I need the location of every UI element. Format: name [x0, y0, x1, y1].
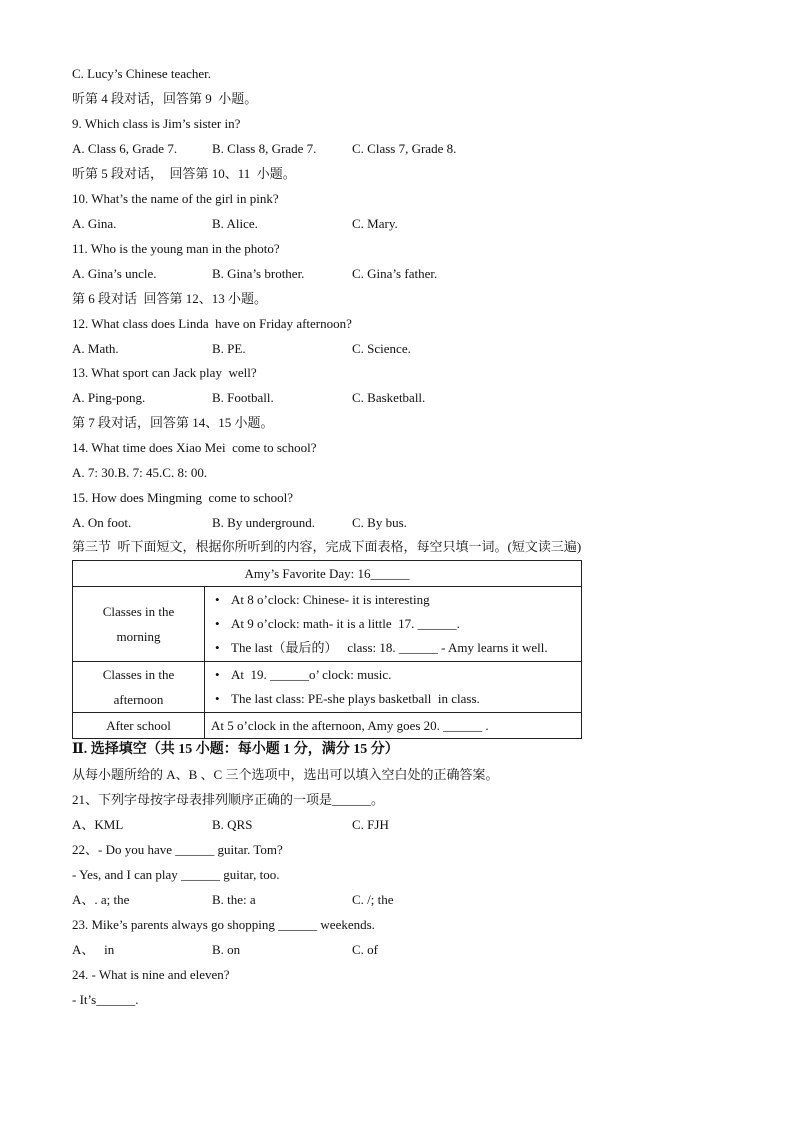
q14-options: A. 7: 30.B. 7: 45.C. 8: 00. — [72, 465, 208, 480]
afternoon-items — [205, 662, 582, 713]
q10-option-a: A. Gina. — [72, 216, 117, 231]
amy-favorite-day-table — [72, 560, 582, 739]
q11-option-a: A. Gina’s uncle. — [72, 266, 157, 281]
q21-option-b: B. QRS — [212, 817, 253, 832]
q9-option-c: C. Class 7, Grade 8. — [352, 141, 457, 156]
question-9: 9. Which class is Jim’s sister in? — [72, 116, 241, 131]
section-heading-5: 听第 5 段对话， 回答第 10、11 小题。 — [72, 166, 296, 181]
q15-option-b: B. By underground. — [212, 515, 316, 530]
question-13: 13. What sport can Jack play well? — [72, 365, 257, 380]
q11-option-b: B. Gina’s brother. — [212, 266, 305, 281]
q12-option-a: A. Math. — [72, 341, 119, 356]
section-heading-7: 第 7 段对话，回答第 14、15 小题。 — [72, 415, 274, 430]
q21-option-a: A、KML — [72, 817, 124, 832]
q12-option-b: B. PE. — [212, 341, 246, 356]
question-22-a: 22、- Do you have ______ guitar. Tom? — [72, 842, 283, 857]
q15-option-c: C. By bus. — [352, 515, 407, 530]
morning-label: Classes in the morning — [73, 587, 205, 662]
q13-option-c: C. Basketball. — [352, 390, 426, 405]
bullet-icon: • — [215, 616, 220, 631]
q10-option-b: B. Alice. — [212, 216, 258, 231]
section-2-title: Ⅱ. 选择填空（共 15 小题：每小题 1 分，满分 15 分） — [72, 742, 399, 757]
afternoon-label: Classes in the afternoon — [73, 662, 205, 713]
section-3-instructions: 第三节 听下面短文，根据你所听到的内容，完成下面表格，每空只填一词。(短文读三遍) — [72, 539, 582, 554]
question-15: 15. How does Mingming come to school? — [72, 490, 293, 505]
question-22-b: - Yes, and I can play ______ guitar, too. — [72, 867, 280, 882]
q22-option-a: A、. a; the — [72, 892, 130, 907]
question-10: 10. What’s the name of the girl in pink? — [72, 191, 279, 206]
list-item: • The last（最后的） class: 18. ______ - Amy learns it well. — [215, 636, 581, 660]
question-21: 21、下列字母按字母表排列顺序正确的一项是______。 — [72, 792, 385, 807]
table-title: Amy’s Favorite Day: 16______ — [73, 561, 582, 587]
q10-option-c: C. Mary. — [352, 216, 398, 231]
q9-option-b: B. Class 8, Grade 7. — [212, 141, 317, 156]
list-item: • At 8 o’clock: Chinese- it is interesting — [215, 588, 581, 612]
q22-option-b: B. the: a — [212, 892, 256, 907]
q9-option-a: A. Class 6, Grade 7. — [72, 141, 178, 156]
q22-option-c: C. /; the — [352, 892, 394, 907]
line-lucy-teacher: C. Lucy’s Chinese teacher. — [72, 66, 211, 81]
question-24-a: 24. - What is nine and eleven? — [72, 967, 230, 982]
q12-option-c: C. Science. — [352, 341, 411, 356]
morning-items — [205, 587, 582, 662]
after-school-text: At 5 o’clock in the afternoon, Amy goes 20. ______ . — [205, 713, 582, 739]
q13-option-a: A. Ping-pong. — [72, 390, 146, 405]
bullet-icon: • — [215, 667, 220, 682]
bullet-icon: • — [215, 640, 220, 655]
q21-option-c: C. FJH — [352, 817, 389, 832]
q23-option-c: C. of — [352, 942, 378, 957]
question-11: 11. Who is the young man in the photo? — [72, 241, 280, 256]
list-item: • The last class: PE-she plays basketball in class. — [215, 687, 581, 711]
list-item: • At 9 o’clock: math- it is a little 17. ______. — [215, 612, 581, 636]
question-14: 14. What time does Xiao Mei come to school? — [72, 440, 317, 455]
section-2-instructions: 从每小题所给的 A、B 、C 三个选项中，选出可以填入空白处的正确答案。 — [72, 767, 499, 782]
q23-option-b: B. on — [212, 942, 241, 957]
question-12: 12. What class does Linda have on Friday afternoon? — [72, 316, 352, 331]
section-heading-6: 第 6 段对话 回答第 12、13 小题。 — [72, 291, 268, 306]
bullet-icon: • — [215, 691, 220, 706]
q23-option-a: A、 in — [72, 942, 115, 957]
q13-option-b: B. Football. — [212, 390, 274, 405]
list-item: • At 19. ______o’ clock: music. — [215, 663, 581, 687]
q11-option-c: C. Gina’s father. — [352, 266, 438, 281]
bullet-icon: • — [215, 592, 220, 607]
q15-option-a: A. On foot. — [72, 515, 132, 530]
question-24-b: - It’s______. — [72, 992, 139, 1007]
question-23: 23. Mike’s parents always go shopping ______ weekends. — [72, 917, 375, 932]
after-school-label: After school — [73, 713, 205, 739]
section-heading-4: 听第 4 段对话，回答第 9 小题。 — [72, 91, 258, 106]
